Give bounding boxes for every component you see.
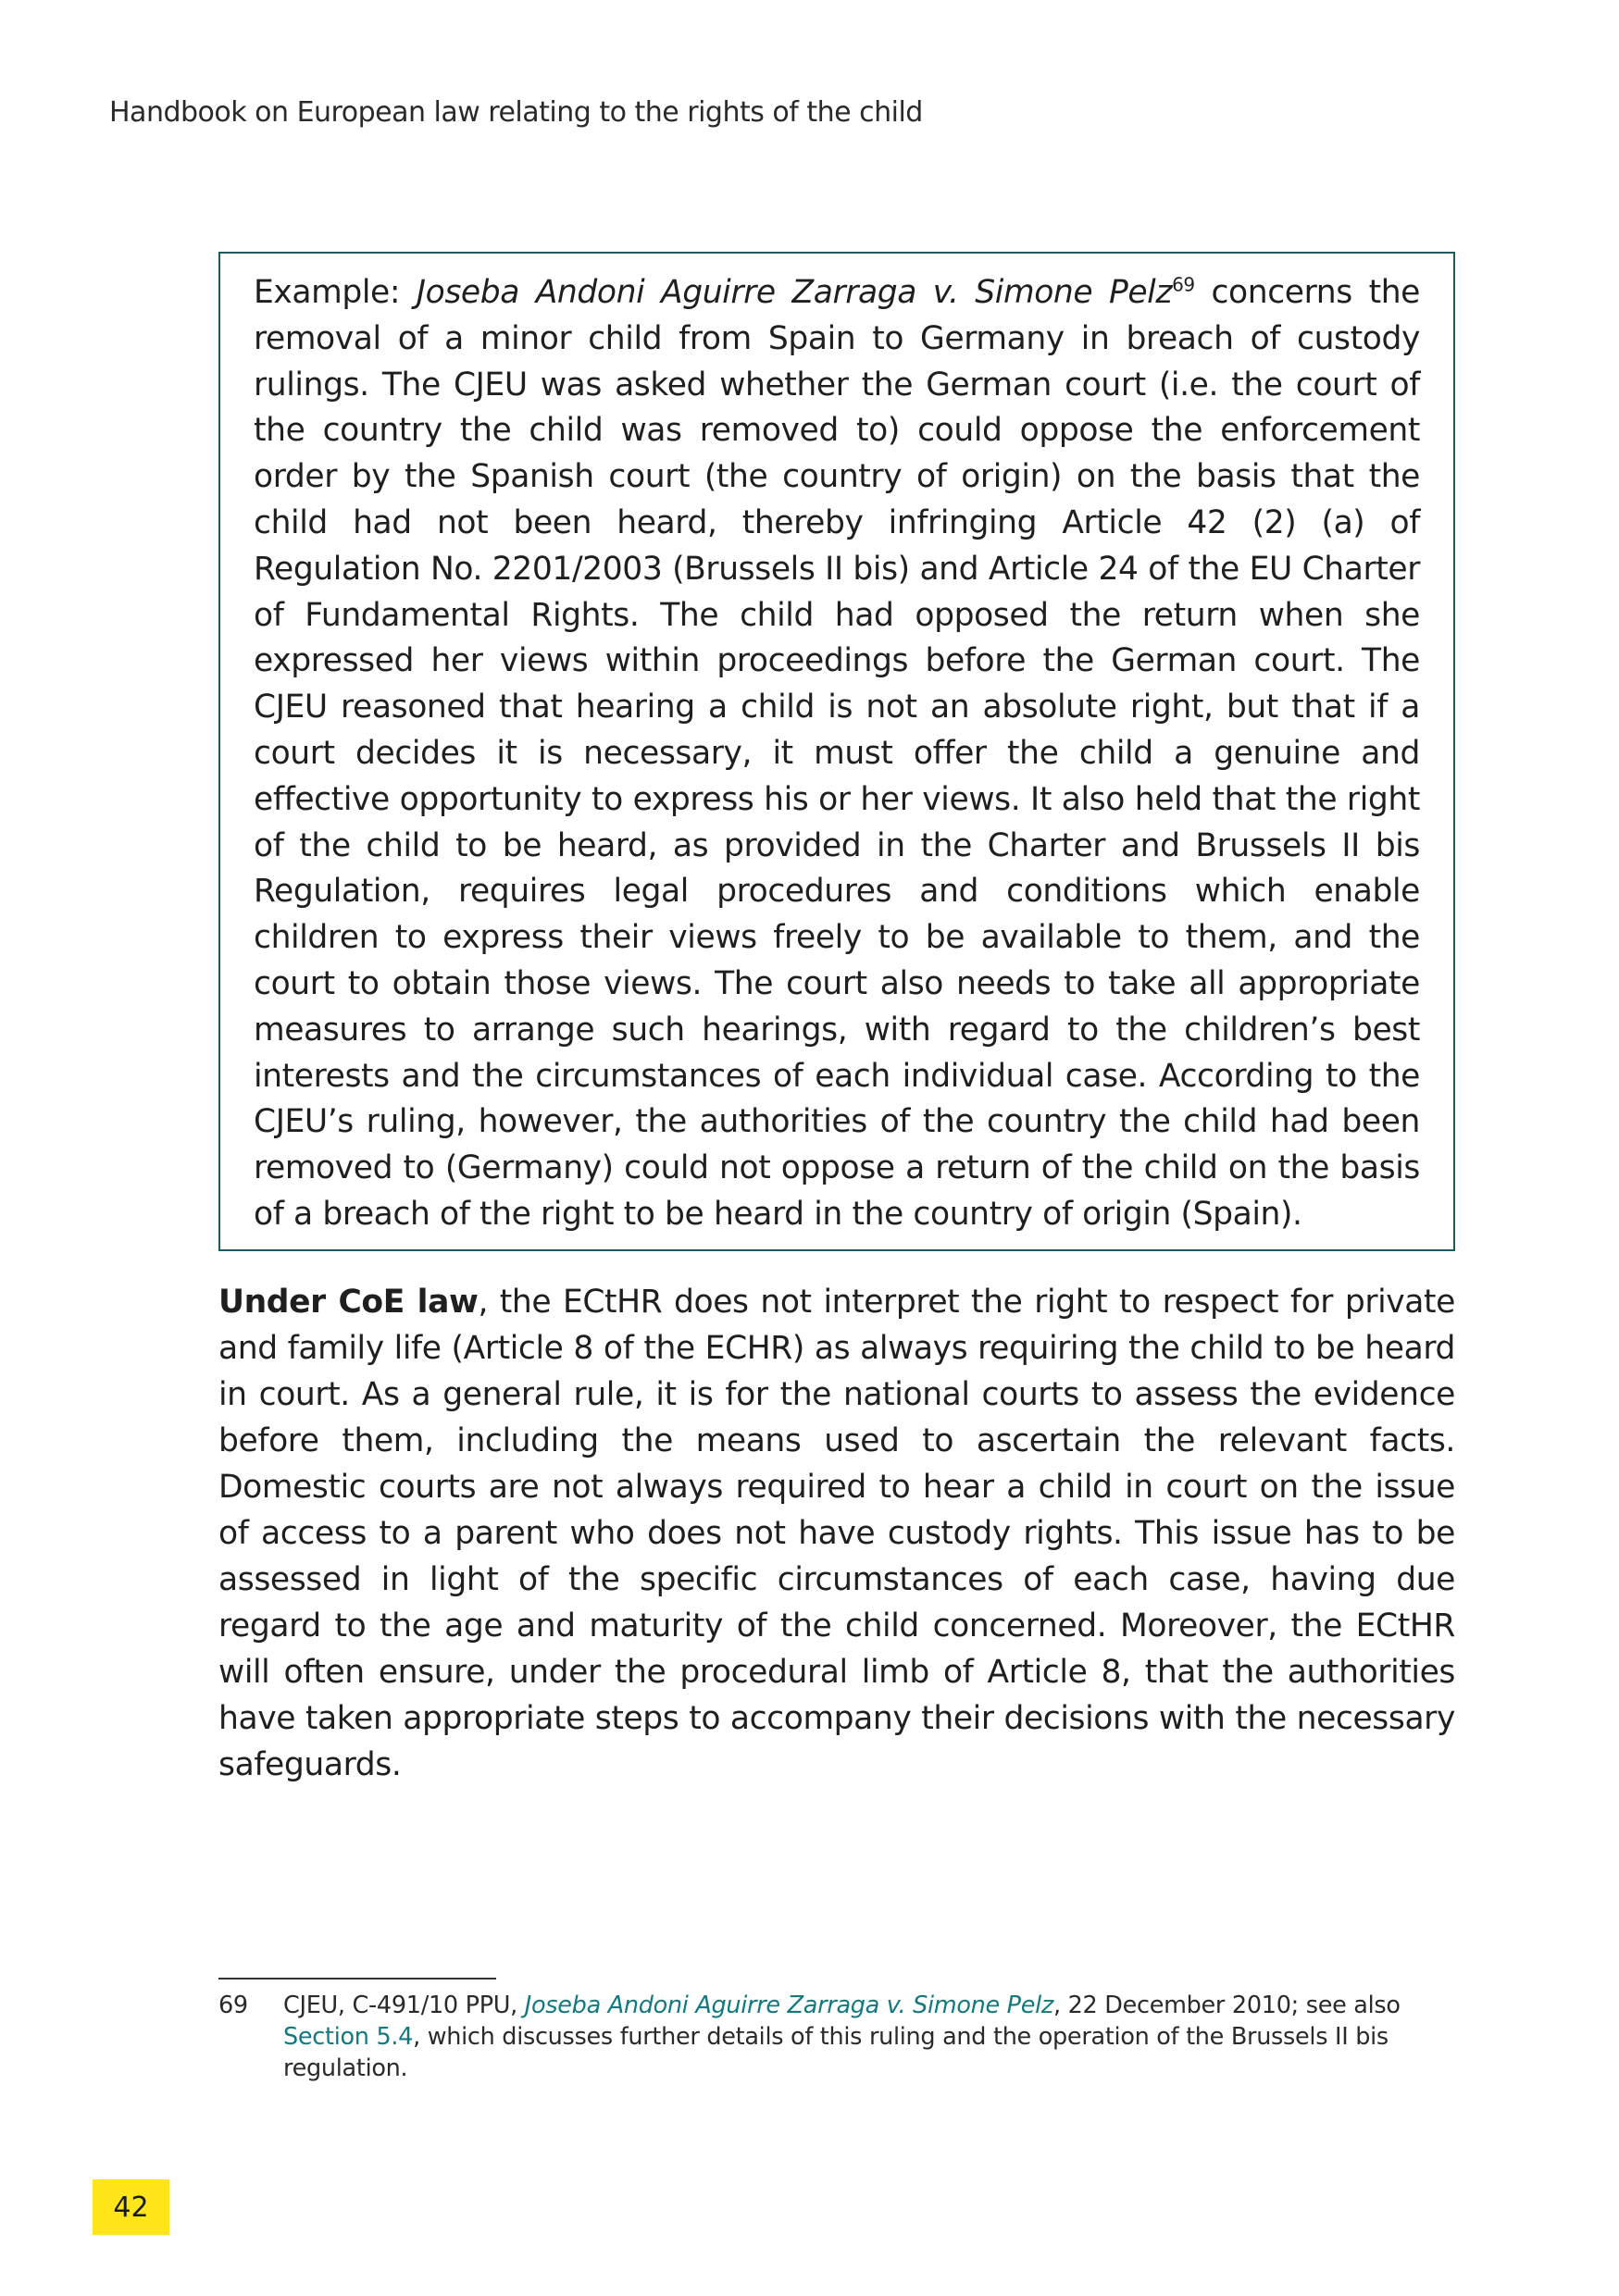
footnote-suffix: , which discusses further details of this ruling and the operation of the Brussels II bis regulation.	[283, 2023, 1389, 2082]
running-header: Handbook on European law relating to the rights of the child	[109, 96, 923, 129]
footnote-number: 69	[218, 1992, 248, 2019]
footnote-section-link[interactable]: Section 5.4	[283, 2023, 414, 2051]
footnote-prefix: CJEU, C-491/10 PPU,	[283, 1992, 525, 2019]
footnote-case-link[interactable]: Joseba Andoni Aguirre Zarraga v. Simone Pelz	[524, 1992, 1054, 2019]
footnote	[218, 1990, 1455, 2084]
body-paragraph	[218, 1279, 1455, 1788]
footnote-divider	[218, 1978, 496, 1980]
footnote-ref[interactable]: 69	[1172, 273, 1195, 296]
example-text	[254, 270, 1420, 1238]
body-text: , the ECtHR does not interpret the right to respect for private and family life (Article 8 of the ECHR) as always requiring the child to be heard in court. As a general rule, it is for the national courts to assess the evidence before them, including the means used to ascertain the relevant facts. Domestic courts are not always required to hear a child in court on the issue of access to a parent who does not have custody rights. This issue has to be assessed in light of the specific circumstances of each case, having due regard to the age and maturity of the child concerned. Moreover, the ECtHR will often ensure, under the procedural limb of Article 8, that the authorities have taken appropriate steps to accompany their decisions with the necessary safeguards.	[218, 1284, 1455, 1783]
page-number-badge: 42	[93, 2179, 169, 2235]
example-label: Example:	[254, 274, 417, 311]
example-body: concerns the removal of a minor child from Spain to Germany in breach of custody rulings. The CJEU was asked whether the German court (i.e. the court of the country the child was removed to) could oppose the enforcement order by the Spanish court (the country of origin) on the basis that the child had not been heard, thereby infringing Article 42 (2) (a) of Regulation No. 2201/2003 (Brussels II bis) and Article 24 of the EU Charter of Fundamental Rights. The child had opposed the return when she expressed her views within proceedings before the German court. The CJEU reasoned that hearing a child is not an absolute right, but that if a court decides it is necessary, it must offer the child a genuine and effective opportunity to express his or her views. It also held that the right of the child to be heard, as provided in the Charter and Brussels II bis Regulation, requires legal procedures and conditions which enable children to express their views freely to be available to them, and the court to obtain those views. The court also needs to take all appropriate measures to arrange such hearings, with regard to the children’s best interests and the circumstances of each individual case. According to the CJEU’s ruling, however, the authorities of the country the child had been removed to (Germany) could not oppose a return of the child on the basis of a breach of the right to be heard in the country of origin (Spain).	[254, 274, 1421, 1233]
example-box	[218, 252, 1455, 1251]
body-lead: Under CoE law	[218, 1284, 479, 1321]
footnote-body	[283, 1990, 1455, 2084]
footnote-middle: , 22 December 2010; see also	[1053, 1992, 1401, 2019]
example-case-name: Joseba Andoni Aguirre Zarraga v. Simone Pelz	[416, 274, 1173, 311]
